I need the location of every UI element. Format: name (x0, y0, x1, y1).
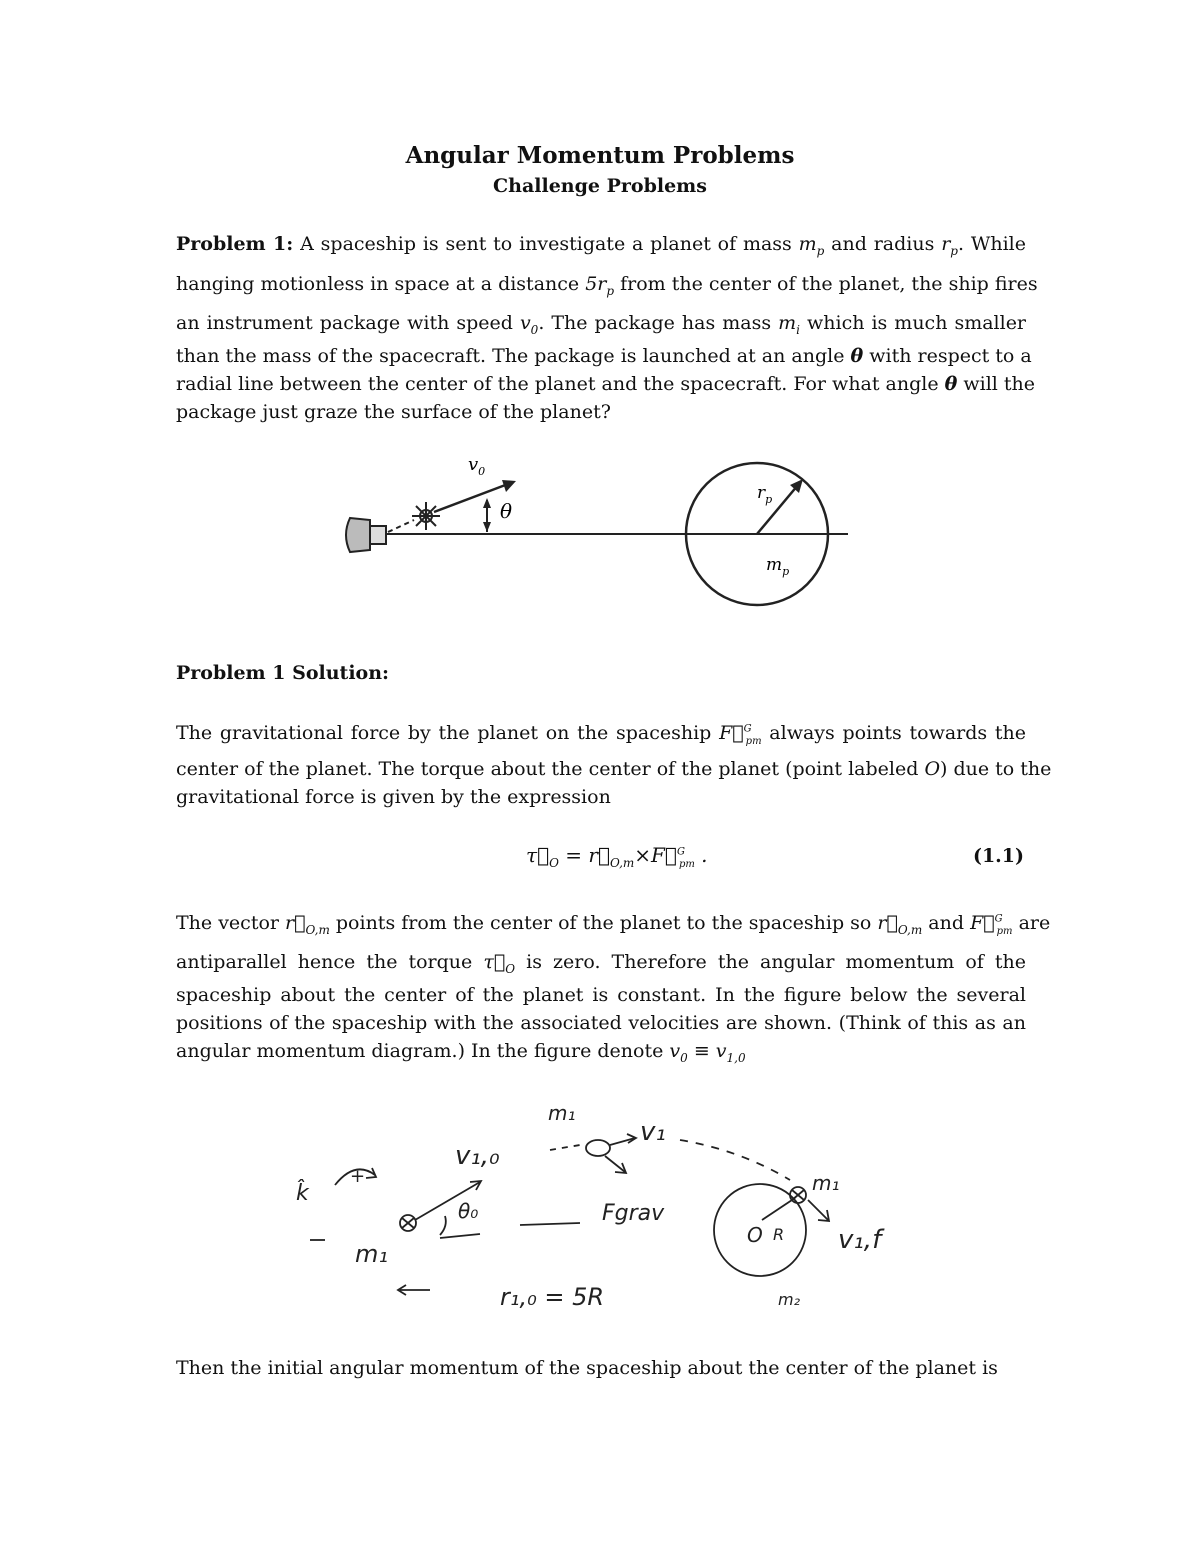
svg-text:r₁,₀ = 5R: r₁,₀ = 5R (500, 1283, 605, 1311)
svg-text:v₁: v₁ (640, 1117, 666, 1147)
solution-p2-line1: The vector $r⃗_{O,m}$ points from the center of the planet to the spaceship so $r⃗_{O,m}$ and F⃗$^G_{pm}$ are (176, 912, 1051, 937)
svg-text:v₁,f: v₁,f (838, 1225, 882, 1255)
svg-text:m₁: m₁ (812, 1171, 840, 1195)
svg-text:Fgrav: Fgrav (602, 1201, 665, 1226)
solution-p2-line4: positions of the spaceship with the associated velocities are shown. (Think of this as an (176, 1012, 1026, 1034)
svg-text:m₁: m₁ (355, 1240, 388, 1268)
svg-text:R: R (773, 1225, 785, 1244)
problem1-line5: radial line between the center of the planet and the spacecraft. For what angle θ will the (176, 373, 1036, 395)
problem1-line6: package just graze the surface of the planet? (176, 401, 611, 423)
equation-1-1: $\tau⃗_O$ = $r⃗_{O,m}\times F⃗^G_{pm}$ . (526, 843, 708, 870)
m1-mid-icon (586, 1140, 610, 1156)
svg-text:O: O (747, 1223, 763, 1247)
solution-p2-line5: angular momentum diagram.) In the figure denote $v_0 \equiv v_{1,0}$ (176, 1040, 746, 1065)
svg-text:m₁: m₁ (548, 1101, 576, 1125)
page-subtitle: Challenge Problems (493, 175, 707, 197)
problem1-line4: than the mass of the spacecraft. The package is launched at an angle θ with respect to a (176, 345, 1032, 367)
problem1-line1: Problem 1: A spaceship is sent to investigate a planet of mass $m_p$ and radius $r_p$. While (176, 233, 1026, 258)
angular-momentum-diagram (280, 1090, 920, 1330)
mp-label: $m_p$ (766, 555, 790, 578)
solution-p1-line3: gravitational force is given by the expression (176, 786, 611, 808)
final-line: Then the initial angular momentum of the spaceship about the center of the planet is (176, 1357, 998, 1379)
svg-text:k̂: k̂ (296, 1181, 309, 1206)
spaceship-icon (346, 518, 370, 552)
page-title: Angular Momentum Problems (405, 142, 795, 169)
spaceship-planet-figure (330, 440, 870, 640)
problem1-line2: hanging motionless in space at a distance $5r_p$ from the center of the planet, the ship fires (176, 273, 1038, 298)
solution-p2-line3: spaceship about the center of the planet is constant. In the figure below the several (176, 984, 1026, 1006)
rp-label: $r_p$ (757, 483, 773, 506)
v0-label: $v_0$ (468, 454, 486, 478)
svg-text:m₂: m₂ (778, 1290, 800, 1309)
svg-text:θ₀: θ₀ (458, 1199, 479, 1223)
equation-number: (1.1) (972, 845, 1024, 867)
solution-heading: Problem 1 Solution: (176, 662, 390, 684)
svg-text:v₁,₀: v₁,₀ (455, 1141, 500, 1171)
theta-label: θ (500, 499, 513, 523)
svg-text:+: + (350, 1166, 366, 1187)
solution-p1-line2: center of the planet. The torque about the center of the planet (point labeled O) due to the (176, 758, 1052, 780)
solution-p1-line1: The gravitational force by the planet on the spaceship F⃗$^G_{pm}$ always points towards the (176, 722, 1027, 747)
solution-p2-line2: antiparallel hence the torque $\tau⃗_O$ is zero. Therefore the angular momentum of the (176, 951, 1026, 976)
problem1-line3: an instrument package with speed $v_0$. The package has mass $m_i$ which is much smaller (176, 312, 1027, 337)
problem1-label: Problem 1: (176, 233, 294, 255)
